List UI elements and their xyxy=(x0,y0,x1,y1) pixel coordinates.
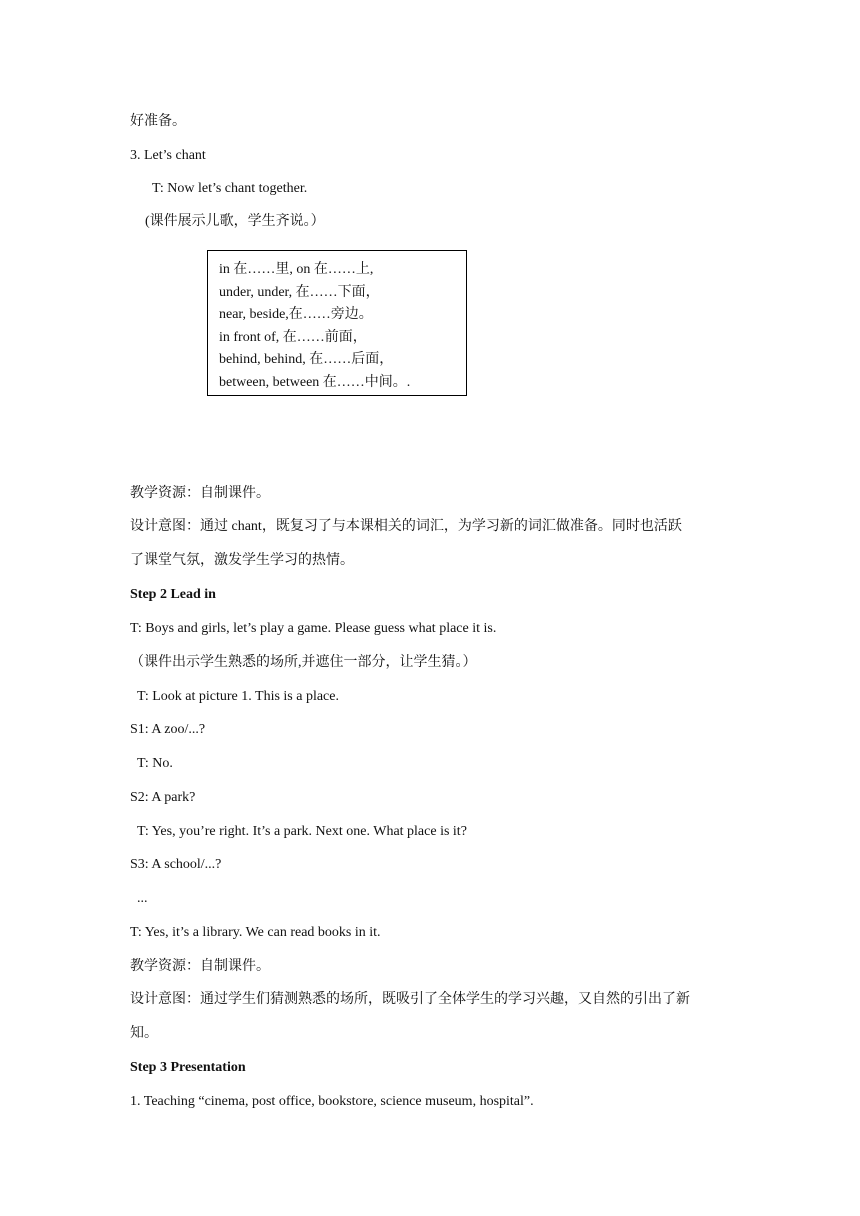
dialogue-line: S2: A park? xyxy=(130,790,196,805)
chant-box xyxy=(207,250,467,396)
section-heading: 3. Let’s chant xyxy=(130,148,206,163)
resource-line: 教学资源：自制课件。 xyxy=(130,959,270,974)
design-intent-line: 设计意图：通过学生们猜测熟悉的场所，既吸引了全体学生的学习兴趣，又自然的引出了新 xyxy=(130,992,690,1007)
note-line: （课件出示学生熟悉的场所,并遮住一部分，让学生猜。） xyxy=(130,655,477,670)
chant-line: between, between 在……中间。. xyxy=(219,374,411,390)
note-line: (课件展示儿歌，学生齐说。） xyxy=(145,214,325,229)
chant-line: behind, behind, 在……后面， xyxy=(219,352,394,368)
chant-line: in front of, 在……前面， xyxy=(219,329,367,345)
chant-line: near, beside,在……旁边。 xyxy=(219,307,373,323)
chant-line: under, under, 在……下面， xyxy=(219,284,380,300)
text-line: 好准备。 xyxy=(130,114,186,129)
dialogue-line: T: Look at picture 1. This is a place. xyxy=(137,689,339,704)
dialogue-line: S1: A zoo/...? xyxy=(130,722,206,737)
text-line: 1. Teaching “cinema, post office, bookstore, science museum, hospital”. xyxy=(130,1094,534,1109)
dialogue-line: T: Boys and girls, let’s play a game. Please guess what place it is. xyxy=(130,621,497,636)
dialogue-line: T: Yes, you’re right. It’s a park. Next one. What place is it? xyxy=(137,824,467,839)
dialogue-line: T: Yes, it’s a library. We can read books in it. xyxy=(130,925,381,940)
design-intent-line: 了课堂气氛，激发学生学习的热情。 xyxy=(130,553,354,568)
ellipsis-line: ... xyxy=(137,891,148,906)
dialogue-line: S3: A school/...? xyxy=(130,857,222,872)
dialogue-line: T: No. xyxy=(137,756,173,771)
step-heading: Step 3 Presentation xyxy=(130,1060,246,1075)
design-intent-line: 知。 xyxy=(130,1026,158,1041)
dialogue-line: T: Now let’s chant together. xyxy=(152,181,308,196)
resource-line: 教学资源：自制课件。 xyxy=(130,486,270,501)
chant-line: in 在……里, on 在……上, xyxy=(219,262,374,277)
design-intent-line: 设计意图：通过 chant，既复习了与本课相关的词汇，为学习新的词汇做准备。同时也活跃 xyxy=(130,519,682,534)
step-heading: Step 2 Lead in xyxy=(130,587,216,602)
